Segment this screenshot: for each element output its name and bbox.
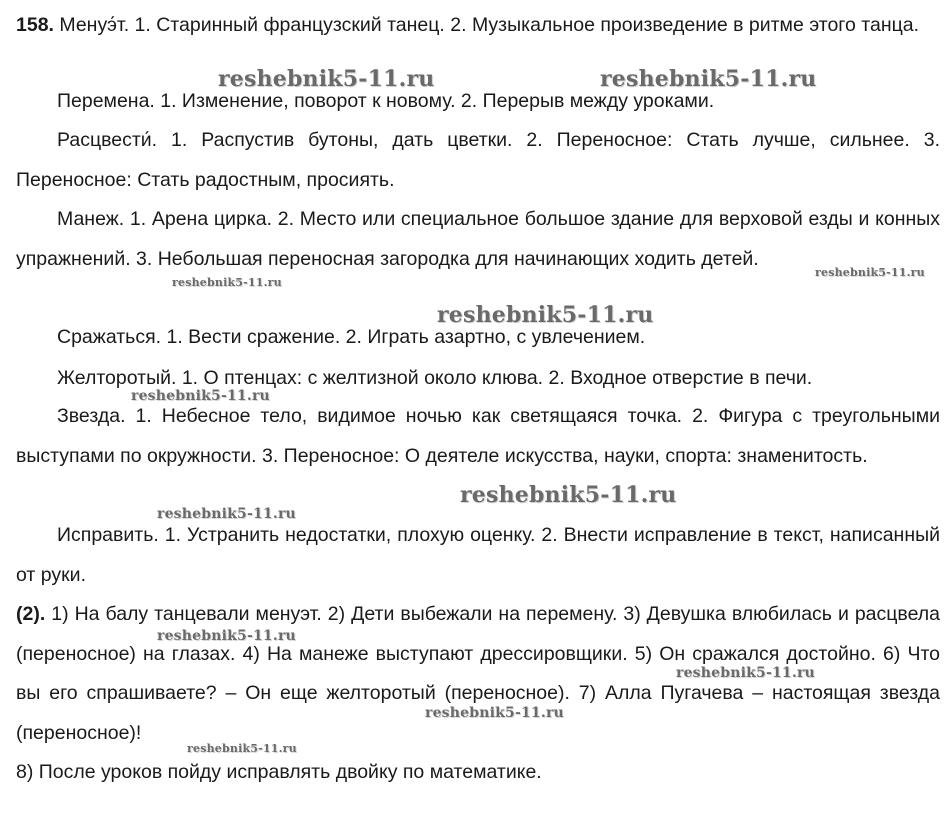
watermark: reshebnik5-11.ru: [218, 66, 435, 92]
watermark: reshebnik5-11.ru: [187, 742, 297, 755]
watermark: reshebnik5-11.ru: [157, 506, 296, 522]
watermark: reshebnik5-11.ru: [131, 388, 270, 404]
part2-text: 1) На балу танцевали менуэт. 2) Дети выбежали на перемену. 3) Девушка влюбилась и расцвела (переносное) на глазах. 4) На манеже выступают дрессировщики. 5) Он сражался достойно. 6) Что вы его спрашиваете? – Он еще желторотый (переносное). 7) Алла Пугачева – настоящая звезда (переносное)!: [16, 603, 940, 744]
entry-text: Звезда. 1. Небесное тело, видимое ночью как светящаяся точка. 2. Фигура с треугольными выступами по окружности. 3. Переносное: О деятеле искусства, науки, спорта: знаменитость.: [16, 405, 940, 467]
entry-text: Сражаться. 1. Вести сражение. 2. Играть азартно, с увлечением.: [57, 326, 646, 348]
exercise-number: 158.: [16, 14, 54, 36]
entry-text: Перемена. 1. Изменение, поворот к новому. 2. Перерыв между уроками.: [57, 90, 715, 112]
entry-text: Расцвести́. 1. Распустив бутоны, дать цветки. 2. Переносное: Стать лучше, сильнее. 3. Переносное: Стать радостным, просиять.: [16, 129, 940, 191]
watermark: reshebnik5-11.ru: [437, 302, 654, 328]
entry-rastsvesti: [16, 121, 940, 200]
watermark: reshebnik5-11.ru: [815, 266, 925, 279]
watermark: reshebnik5-11.ru: [157, 628, 296, 644]
entry-menuet: [16, 6, 940, 46]
part2-label: (2).: [16, 603, 46, 625]
watermark: reshebnik5-11.ru: [172, 276, 282, 289]
part2-last-text: 8) После уроков пойду исправлять двойку по математике.: [16, 761, 542, 783]
watermark: reshebnik5-11.ru: [600, 66, 817, 92]
watermark: reshebnik5-11.ru: [425, 705, 564, 721]
entry-ispravit: [16, 516, 940, 595]
entry-text: Желторотый. 1. О птенцах: с желтизной около клюва. 2. Входное отверстие в печи.: [57, 367, 813, 389]
entry-text: Исправить. 1. Устранить недостатки, плохую оценку. 2. Внести исправление в текст, написанный от руки.: [16, 524, 940, 586]
entry-text: Менуэ́т. 1. Старинный французский танец. 2. Музыкальное произведение в ритме этого танца.: [59, 14, 920, 36]
part2-last-line: [16, 753, 940, 793]
entry-manezh: [16, 200, 940, 279]
watermark: reshebnik5-11.ru: [676, 665, 815, 681]
entry-zvezda: [16, 397, 940, 476]
entry-text: Манеж. 1. Арена цирка. 2. Место или специальное большое здание для верховой езды и конных упражнений. 3. Небольшая переносная загородка для начинающих ходить детей.: [16, 208, 940, 270]
watermark: reshebnik5-11.ru: [460, 482, 677, 508]
